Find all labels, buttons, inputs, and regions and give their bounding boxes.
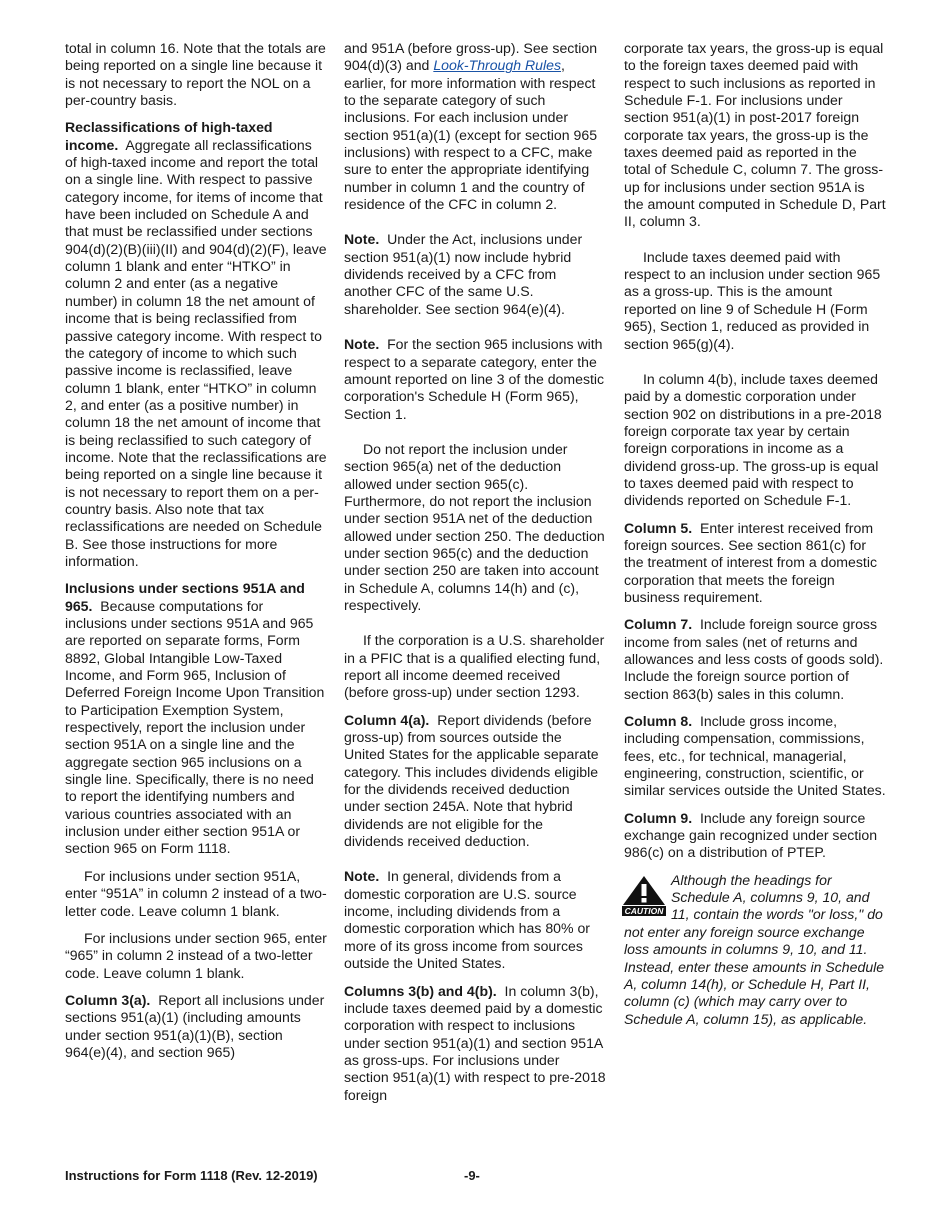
text-columns-3b-4b: In column 3(b), include taxes deemed paid by a domestic corporation with respect to inclusions under section 951(a)(1) and section 951A as gross-ups. For inclusions under section 951(a)(1) with respect to pre-2018 foreign (344, 982, 606, 1103)
text-look-through-post: , earlier, for more information with respect to the separate category of such inclusions. For each inclusion under section 951(a)(1) (except for section 965 inclusions) with respect to a CFC, make sure to enter the appropriate identifying number in column 1 and the country of residence of the CFC in column 2. (344, 57, 598, 213)
heading-column-7: Column 7. (624, 616, 693, 633)
note-domestic-dividends (344, 868, 606, 972)
paragraph-gross-up: corporate tax years, the gross-up is equal to the foreign taxes deemed paid with respect to such inclusions as reported in Schedule F-1. For inclusions under section 951(a)(1) in post-2017 foreign corporate tax years, the gross-up is the taxes deemed paid as reported in the total of Schedule C, column 7. The gross-up for inclusions under section 951A is the amount computed in Schedule D, Part II, column 3. (624, 40, 886, 230)
heading-columns-3b-4b: Columns 3(b) and 4(b). (344, 982, 497, 999)
paragraph-951a-code: For inclusions under section 951A, enter “951A” in column 2 instead of a two-letter code. Leave column 1 blank. (65, 867, 327, 919)
column-right (624, 40, 886, 1028)
paragraph-do-not-report: Do not report the inclusion under section 965(a) net of the deduction allowed under section 965(c). Furthermore, do not report the inclusion under section 951A net of the deduction allowed under section 250. The deduction under section 965(c) and the deduction under section 250 are taken into account in Schedule A, columns 14(h) and (c), respectively. (344, 440, 605, 613)
note-text: For the section 965 inclusions with respect to a separate category, enter the amount reported on line 3 of the domestic corporation's Schedule H (Form 965), Section 1. (344, 336, 605, 422)
text-column-8: Include gross income, including compensation, commissions, fees, etc., for technical, managerial, engineering, construction, scientific, or similar services outside the United States. (624, 713, 886, 799)
paragraph-965-code: For inclusions under section 965, enter “965” in column 2 instead of a two-letter code. Leave column 1 blank. (65, 929, 327, 981)
section-column-7 (624, 616, 886, 703)
heading-reclassifications: Reclassifications of high-taxed income. (65, 119, 273, 153)
caution-box (624, 872, 886, 1028)
note-label: Note. (344, 336, 380, 353)
section-column-3a (65, 992, 327, 1061)
note-text: In general, dividends from a domestic corporation are U.S. source income, including dividends from a domestic corporation which has 80% or more of its gross income from sources outside the United States. (344, 868, 590, 972)
paragraph-nol-total: total in column 16. Note that the totals are being reported on a single line because it is not necessary to report the NOL on a per-country basis. (65, 40, 326, 109)
paragraph-section-965-gross-up: Include taxes deemed paid with respect to an inclusion under section 965 as a gross-up. This is the amount reported on line 9 of Schedule H (Form 965), Section 1, reduced as provided in section 965(g)(4). (624, 248, 881, 352)
text-column-4a: Report dividends (before gross-up) from sources outside the United States for the applicable separate category. This includes dividends eligible for the dividends received deduction under section 245A. Note that hybrid dividends are not eligible for the dividends received deduction. (344, 711, 599, 850)
heading-column-8: Column 8. (624, 713, 693, 730)
section-column-9 (624, 810, 886, 862)
paragraph-pfic: If the corporation is a U.S. shareholder in a PFIC that is a qualified electing fund, report all income deemed received (before gross-up) under section 1293. (344, 632, 605, 701)
text-column-9: Include any foreign source exchange gain recognized under section 986(c) on a distribution of PTEP. (624, 809, 878, 861)
text-column-5: Enter interest received from foreign sources. See section 861(c) for the treatment of interest from a domestic corporation that meets the foreign business requirement. (624, 519, 878, 605)
section-column-5 (624, 520, 886, 607)
heading-column-4a: Column 4(a). (344, 711, 430, 728)
look-through-rules-link[interactable]: Look-Through Rules (433, 57, 562, 74)
heading-column-3a: Column 3(a). (65, 991, 151, 1008)
text-inclusions-951a-965: Because computations for inclusions under sections 951A and 965 are reported on separate forms, Form 8892, Global Intangible Low-Taxed Income, and Form 965, Inclusion of Deferred Foreign Income Upon Transition to Participation Exemption System, respectively, report the inclusion under section 951A on a single line and the aggregate section 965 inclusions on a single line. Specifically, there is no need to report the identifying numbers and various countries associated with an inclusion under either section 951A or section 965 on Form 1118. (65, 597, 325, 857)
note-label: Note. (344, 231, 380, 248)
section-columns-3b-4b (344, 983, 606, 1104)
paragraph-look-through (344, 40, 606, 213)
footer-form-title: Instructions for Form 1118 (Rev. 12-2019) (65, 1168, 318, 1183)
note-text: Under the Act, inclusions under section 951(a)(1) now include hybrid dividends received by a CFC from another CFC of the same U.S. shareholder. See section 964(e)(4). (344, 231, 583, 317)
heading-column-5: Column 5. (624, 519, 693, 536)
caution-icon (621, 875, 667, 917)
note-hybrid-dividends (344, 231, 606, 318)
text-column-3a: Report all inclusions under sections 951(a)(1) (including amounts under section 951(a)(1)(B), section 964(e)(4), and section 965) (65, 991, 325, 1060)
section-column-4a (344, 712, 606, 851)
page-number: -9- (464, 1168, 480, 1183)
note-label: Note. (344, 868, 380, 885)
text-column-7: Include foreign source gross income from sales (net of returns and allowances and less costs of goods sold). Include the foreign source portion of section 863(b) sales in this column. (624, 616, 884, 702)
note-section-965 (344, 336, 606, 423)
paragraph-column-4b: In column 4(b), include taxes deemed paid by a domestic corporation under section 902 on distributions in a pre-2018 foreign corporate tax year by certain foreign corporations in income as a dividend gross-up. The gross-up is equal to taxes deemed paid with respect to dividends reported on Schedule F-1. (624, 370, 882, 509)
heading-column-9: Column 9. (624, 809, 693, 826)
column-left (65, 40, 327, 1071)
section-reclassifications (65, 119, 327, 570)
heading-inclusions-951a-965: Inclusions under sections 951A and 965. (65, 580, 305, 614)
text-look-through-pre: and 951A (before gross-up). See section 904(d)(3) and (344, 40, 598, 74)
text-reclassifications: Aggregate all reclassifications of high-taxed income and report the total on a single line. With respect to passive category income, for items of income that have been included on Schedule A and that must be reclassified under sections 904(d)(2)(B)(iii)(II) and 904(d)(2)(F), leave column 1 blank and enter “HTKO” in column 2 and enter (as a negative number) in column 18 the net amount of income that is being reclassified from passive category income. With respect to the category of income to which such passive income is reclassified, leave column 1 blank, enter “HTKO” in column 2, and enter (as a positive number) in column 18 the net amount of income that is being reclassified to such category of income. Note that the reclassifications are being reported on a single line because it is not necessary to report them on a per-country basis. Also note that tax reclassifications are needed on Schedule B. See those instructions for more information. (65, 136, 327, 569)
caution-text: Although the headings for Schedule A, columns 9, 10, and 11, contain the words "or loss," do not enter any foreign source exchange loss amounts in columns 9, 10, and 11. Instead, enter these amounts in Schedule A, column 14(h), or Schedule H, Part II, column (c) (which may carry over to Schedule A, column 15), as applicable. (624, 871, 885, 1027)
section-inclusions-951a-965 (65, 580, 327, 858)
section-column-8 (624, 713, 886, 800)
caution-label: CAUTION (624, 905, 664, 916)
column-middle (344, 40, 606, 1114)
